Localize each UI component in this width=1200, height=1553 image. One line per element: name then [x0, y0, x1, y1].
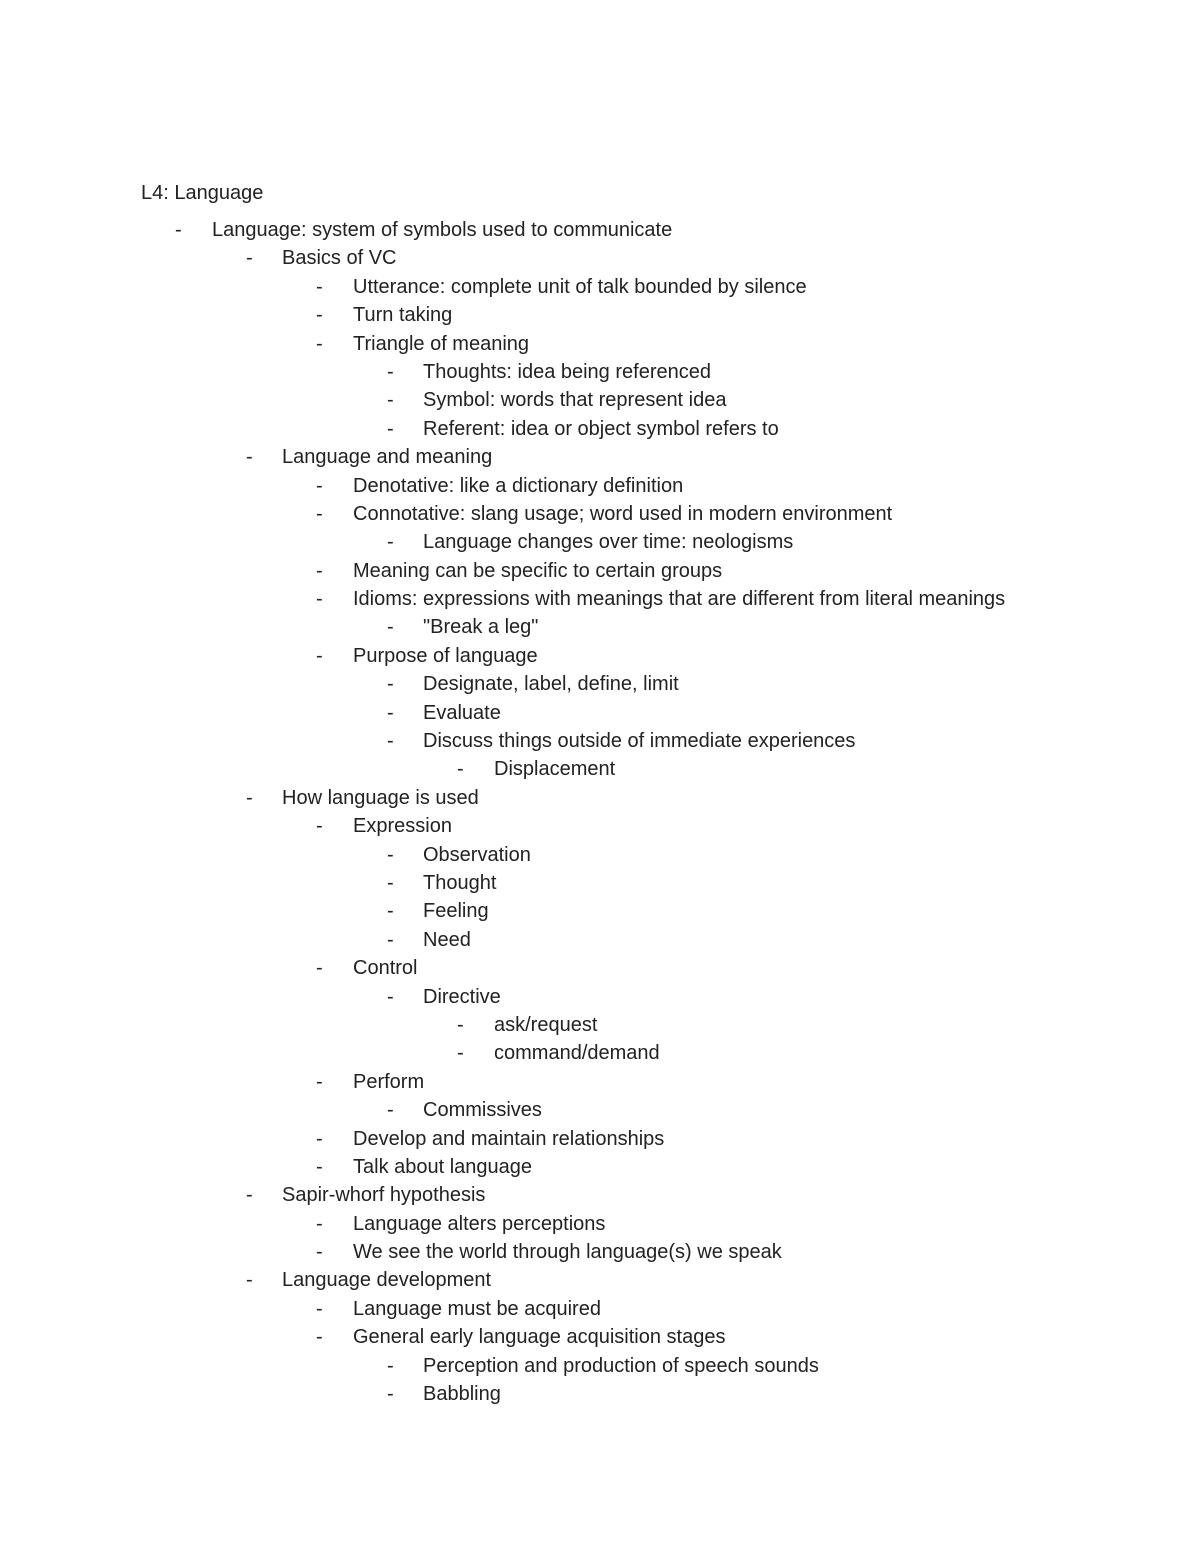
- bullet-dash: -: [316, 957, 323, 980]
- bullet-dash: -: [387, 871, 394, 894]
- outline-item: [0, 841, 1200, 869]
- bullet-dash: -: [387, 1099, 394, 1122]
- outline-item-text: Develop and maintain relationships: [353, 1127, 665, 1150]
- outline-item: [0, 1380, 1200, 1408]
- outline-item: [0, 500, 1200, 528]
- outline-item: [0, 699, 1200, 727]
- bullet-dash: -: [316, 1070, 323, 1093]
- outline-item: [0, 1181, 1200, 1209]
- outline-item-text: Language alters perceptions: [353, 1212, 606, 1235]
- outline-item-text: Feeling: [423, 900, 489, 923]
- bullet-dash: -: [316, 1127, 323, 1150]
- bullet-dash: -: [387, 389, 394, 412]
- bullet-dash: -: [316, 1155, 323, 1178]
- bullet-dash: -: [175, 219, 182, 241]
- bullet-dash: -: [387, 843, 394, 866]
- outline-item-text: Language: system of symbols used to communicate: [212, 219, 673, 241]
- outline-item-text: How language is used: [282, 786, 479, 809]
- outline-item: [0, 812, 1200, 840]
- outline-item: [0, 273, 1200, 301]
- outline-item: [0, 1266, 1200, 1294]
- outline-item: [0, 557, 1200, 585]
- outline-item-text: Idioms: expressions with meanings that are different from literal meanings: [353, 588, 1006, 611]
- outline-item: [0, 613, 1200, 641]
- bullet-dash: -: [316, 1241, 323, 1264]
- outline-item-text: Denotative: like a dictionary definition: [353, 474, 684, 497]
- outline-item: [0, 1210, 1200, 1238]
- bullet-dash: -: [387, 928, 394, 951]
- outline-item-text: ask/request: [494, 1013, 598, 1036]
- outline-item-text: Commissives: [423, 1099, 542, 1122]
- bullet-dash: -: [457, 1042, 464, 1065]
- bullet-dash: -: [246, 1269, 253, 1292]
- outline-item: [0, 301, 1200, 329]
- bullet-dash: -: [316, 1297, 323, 1320]
- outline-item: [0, 1352, 1200, 1380]
- outline-item-text: Displacement: [494, 758, 616, 781]
- outline-item-text: Utterance: complete unit of talk bounded by silence: [353, 275, 807, 298]
- bullet-dash: -: [316, 304, 323, 327]
- outline-item: [0, 443, 1200, 471]
- outline-item-text: Language development: [282, 1269, 492, 1292]
- outline-item: [0, 472, 1200, 500]
- outline-item-text: We see the world through language(s) we speak: [353, 1241, 782, 1264]
- outline-item-text: Observation: [423, 843, 531, 866]
- outline-item-text: Evaluate: [423, 701, 501, 724]
- outline-item-text: Designate, label, define, limit: [423, 673, 679, 696]
- outline-item-text: Connotative: slang usage; word used in modern environment: [353, 502, 893, 525]
- outline-item-text: Purpose of language: [353, 644, 538, 667]
- outline-item-text: Symbol: words that represent idea: [423, 389, 727, 412]
- outline-item: [0, 642, 1200, 670]
- bullet-dash: -: [246, 786, 253, 809]
- outline-item-text: Babbling: [423, 1383, 501, 1406]
- outline-item-text: Language must be acquired: [353, 1297, 601, 1320]
- bullet-dash: -: [387, 616, 394, 639]
- outline-item: [0, 897, 1200, 925]
- outline-item-text: "Break a leg": [423, 616, 539, 639]
- outline-item-text: Expression: [353, 815, 452, 838]
- outline-item-text: Turn taking: [353, 304, 453, 327]
- bullet-dash: -: [316, 1212, 323, 1235]
- outline-item-text: command/demand: [494, 1042, 660, 1065]
- outline-item: [0, 926, 1200, 954]
- outline-item-text: Control: [353, 957, 418, 980]
- bullet-dash: -: [457, 758, 464, 781]
- outline-item-text: Thoughts: idea being referenced: [423, 360, 711, 383]
- outline-item: [0, 386, 1200, 414]
- bullet-dash: -: [316, 332, 323, 355]
- bullet-dash: -: [316, 815, 323, 838]
- bullet-dash: -: [316, 559, 323, 582]
- outline-item: [0, 784, 1200, 812]
- outline-item: [0, 1125, 1200, 1153]
- outline-item: [0, 330, 1200, 358]
- outline-item-text: Perform: [353, 1070, 425, 1093]
- outline-item: [0, 983, 1200, 1011]
- outline-item-text: Language and meaning: [282, 446, 493, 469]
- outline-item-text: Talk about language: [353, 1155, 533, 1178]
- outline-item-text: Meaning can be specific to certain groups: [353, 559, 723, 582]
- outline-item-text: Perception and production of speech sounds: [423, 1354, 819, 1377]
- outline-item: [0, 670, 1200, 698]
- outline-item-text: General early language acquisition stages: [353, 1326, 726, 1349]
- outline-item: [0, 216, 1200, 244]
- bullet-dash: -: [387, 417, 394, 440]
- bullet-dash: -: [316, 502, 323, 525]
- bullet-dash: -: [246, 247, 253, 270]
- bullet-dash: -: [316, 588, 323, 611]
- bullet-dash: -: [387, 360, 394, 383]
- outline-item: [0, 1039, 1200, 1067]
- bullet-dash: -: [246, 1184, 253, 1207]
- outline-item: [0, 1153, 1200, 1181]
- outline-item-text: Sapir-whorf hypothesis: [282, 1184, 486, 1207]
- outline-item: [0, 1096, 1200, 1124]
- bullet-dash: -: [387, 701, 394, 724]
- bullet-dash: -: [316, 275, 323, 298]
- outline-item-text: Discuss things outside of immediate experiences: [423, 730, 856, 753]
- outline-item: [0, 727, 1200, 755]
- outline-item-text: Referent: idea or object symbol refers to: [423, 417, 779, 440]
- bullet-dash: -: [246, 446, 253, 469]
- outline-item-text: Need: [423, 928, 471, 951]
- outline-item: [0, 528, 1200, 556]
- outline-item: [0, 1068, 1200, 1096]
- bullet-dash: -: [316, 474, 323, 497]
- outline-list: [0, 216, 1200, 1408]
- outline-item: [0, 358, 1200, 386]
- outline-item-text: Directive: [423, 985, 501, 1008]
- outline-item: [0, 954, 1200, 982]
- outline-item-text: Triangle of meaning: [353, 332, 530, 355]
- bullet-dash: -: [387, 730, 394, 753]
- bullet-dash: -: [316, 644, 323, 667]
- bullet-dash: -: [457, 1013, 464, 1036]
- outline-item: [0, 1295, 1200, 1323]
- bullet-dash: -: [387, 531, 394, 554]
- outline-item-text: Language changes over time: neologisms: [423, 531, 794, 554]
- outline-item: [0, 755, 1200, 783]
- bullet-dash: -: [387, 985, 394, 1008]
- document-title: L4: Language: [141, 182, 264, 204]
- outline-item: [0, 1011, 1200, 1039]
- outline-item-text: Thought: [423, 871, 497, 894]
- bullet-dash: -: [387, 1383, 394, 1406]
- outline-item: [0, 1238, 1200, 1266]
- bullet-dash: -: [387, 900, 394, 923]
- bullet-dash: -: [316, 1326, 323, 1349]
- bullet-dash: -: [387, 673, 394, 696]
- outline-item: [0, 585, 1200, 613]
- outline-item: [0, 869, 1200, 897]
- outline-item: [0, 244, 1200, 272]
- bullet-dash: -: [387, 1354, 394, 1377]
- outline-item: [0, 1323, 1200, 1351]
- outline-item: [0, 415, 1200, 443]
- outline-item-text: Basics of VC: [282, 247, 397, 270]
